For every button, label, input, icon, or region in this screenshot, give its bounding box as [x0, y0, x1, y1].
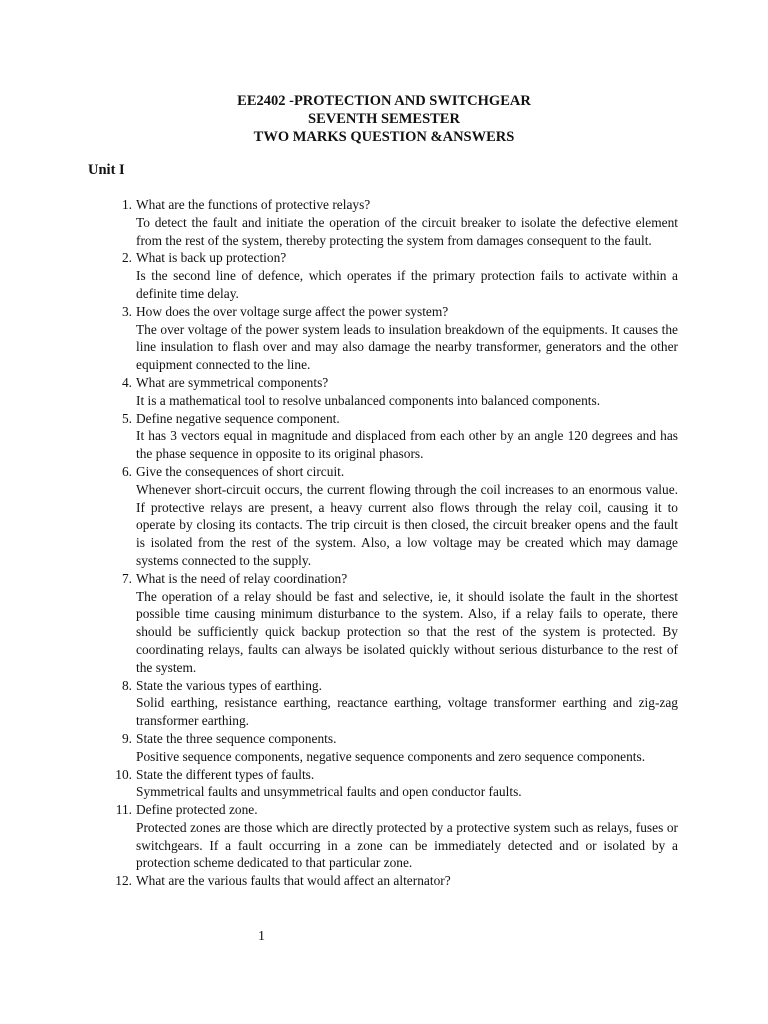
course-title: EE2402 -PROTECTION AND SWITCHGEAR	[237, 93, 531, 109]
section-title: TWO MARKS QUESTION &ANSWERS	[253, 129, 515, 145]
semester-title: SEVENTH SEMESTER	[308, 111, 460, 127]
question-number: 6.	[121, 463, 132, 479]
question-number: 10.	[115, 766, 132, 782]
question-number: 11.	[115, 802, 132, 818]
question-number: 1.	[121, 197, 132, 212]
question-text: State the various types of earthing.	[136, 677, 322, 693]
question-item	[108, 196, 678, 249]
question-text: How does the over voltage surge affect the power system?	[136, 303, 449, 319]
question-item	[108, 463, 678, 570]
question-number: 8.	[121, 677, 132, 693]
question-item	[108, 677, 678, 730]
question-text: What are the various faults that would affect an alternator?	[136, 873, 451, 889]
answer-text: Protected zones are those which are directly protected by a protective system such as relays, fuses or switchgears. If a fault occurring in a zone can be immediately detected and or isolated by a protection scheme dedicated to that particular zone.	[136, 819, 678, 871]
question-number: 5.	[121, 410, 132, 426]
question-item	[108, 730, 678, 766]
question-text: State the different types of faults.	[136, 766, 315, 782]
question-number: 9.	[121, 730, 132, 746]
answer-text: It has 3 vectors equal in magnitude and displaced from each other by an angle 120 degrees and has the phase sequence in opposite to its original phasors.	[136, 428, 678, 462]
question-item	[108, 249, 678, 302]
question-item	[108, 570, 678, 677]
answer-text: Whenever short-circuit occurs, the current flowing through the coil increases to an enormous value. If protective relays are present, a heavy current also flows through the relay coil, causing it to operate by closing its contacts. The trip circuit is then closed, the circuit breaker opens and the fault is isolated from the rest of the system. Also, a low voltage may be created which may damage systems connected to the supply.	[136, 481, 678, 568]
question-list	[108, 196, 678, 890]
question-number: 3.	[121, 303, 132, 319]
question-text: What are symmetrical components?	[136, 374, 329, 390]
question-number: 2.	[121, 250, 132, 266]
question-text: State the three sequence components.	[136, 730, 337, 746]
question-text: What are the functions of protective relays?	[136, 197, 371, 212]
question-item	[108, 374, 678, 410]
question-text: Define negative sequence component.	[136, 410, 340, 426]
question-text: What is the need of relay coordination?	[136, 570, 348, 586]
question-item	[108, 766, 678, 802]
answer-text: Positive sequence components, negative sequence components and zero sequence components.	[136, 748, 646, 764]
question-item	[108, 303, 678, 374]
answer-text: The operation of a relay should be fast and selective, ie, it should isolate the fault in the shortest possible time causing minimum disturbance to the system. Also, if a relay fails to operate, there should be sufficiently quick backup protection so that the rest of the system is protected. By coordinating relays, faults can always be isolated quickly without serious disturbance to the rest of the system.	[136, 588, 678, 675]
answer-text: Solid earthing, resistance earthing, reactance earthing, voltage transformer earthing and zig-zag transformer earthing.	[136, 695, 678, 729]
answer-text: To detect the fault and initiate the operation of the circuit breaker to isolate the defective element from the rest of the system, thereby protecting the system from damages consequent to the fault.	[136, 214, 678, 248]
unit-heading: Unit I	[88, 162, 125, 178]
question-item	[108, 872, 678, 890]
question-number: 4.	[121, 374, 132, 390]
answer-text: Is the second line of defence, which operates if the primary protection fails to activate within a definite time delay.	[136, 268, 678, 301]
page-number: 1	[258, 929, 265, 944]
question-item	[108, 410, 678, 463]
question-number: 12.	[115, 873, 132, 889]
answer-text: Symmetrical faults and unsymmetrical faults and open conductor faults.	[136, 784, 522, 800]
answer-text: The over voltage of the power system leads to insulation breakdown of the equipments. It causes the line insulation to flash over and may also damage the nearby transformer, generators and the other equipment connected to the line.	[136, 321, 678, 373]
question-number: 7.	[121, 570, 132, 586]
question-text: Define protected zone.	[136, 802, 258, 818]
answer-text: It is a mathematical tool to resolve unbalanced components into balanced components.	[136, 392, 601, 408]
question-item	[108, 801, 678, 872]
question-text: What is back up protection?	[136, 250, 287, 266]
document-header	[0, 92, 768, 146]
question-text: Give the consequences of short circuit.	[136, 463, 345, 479]
